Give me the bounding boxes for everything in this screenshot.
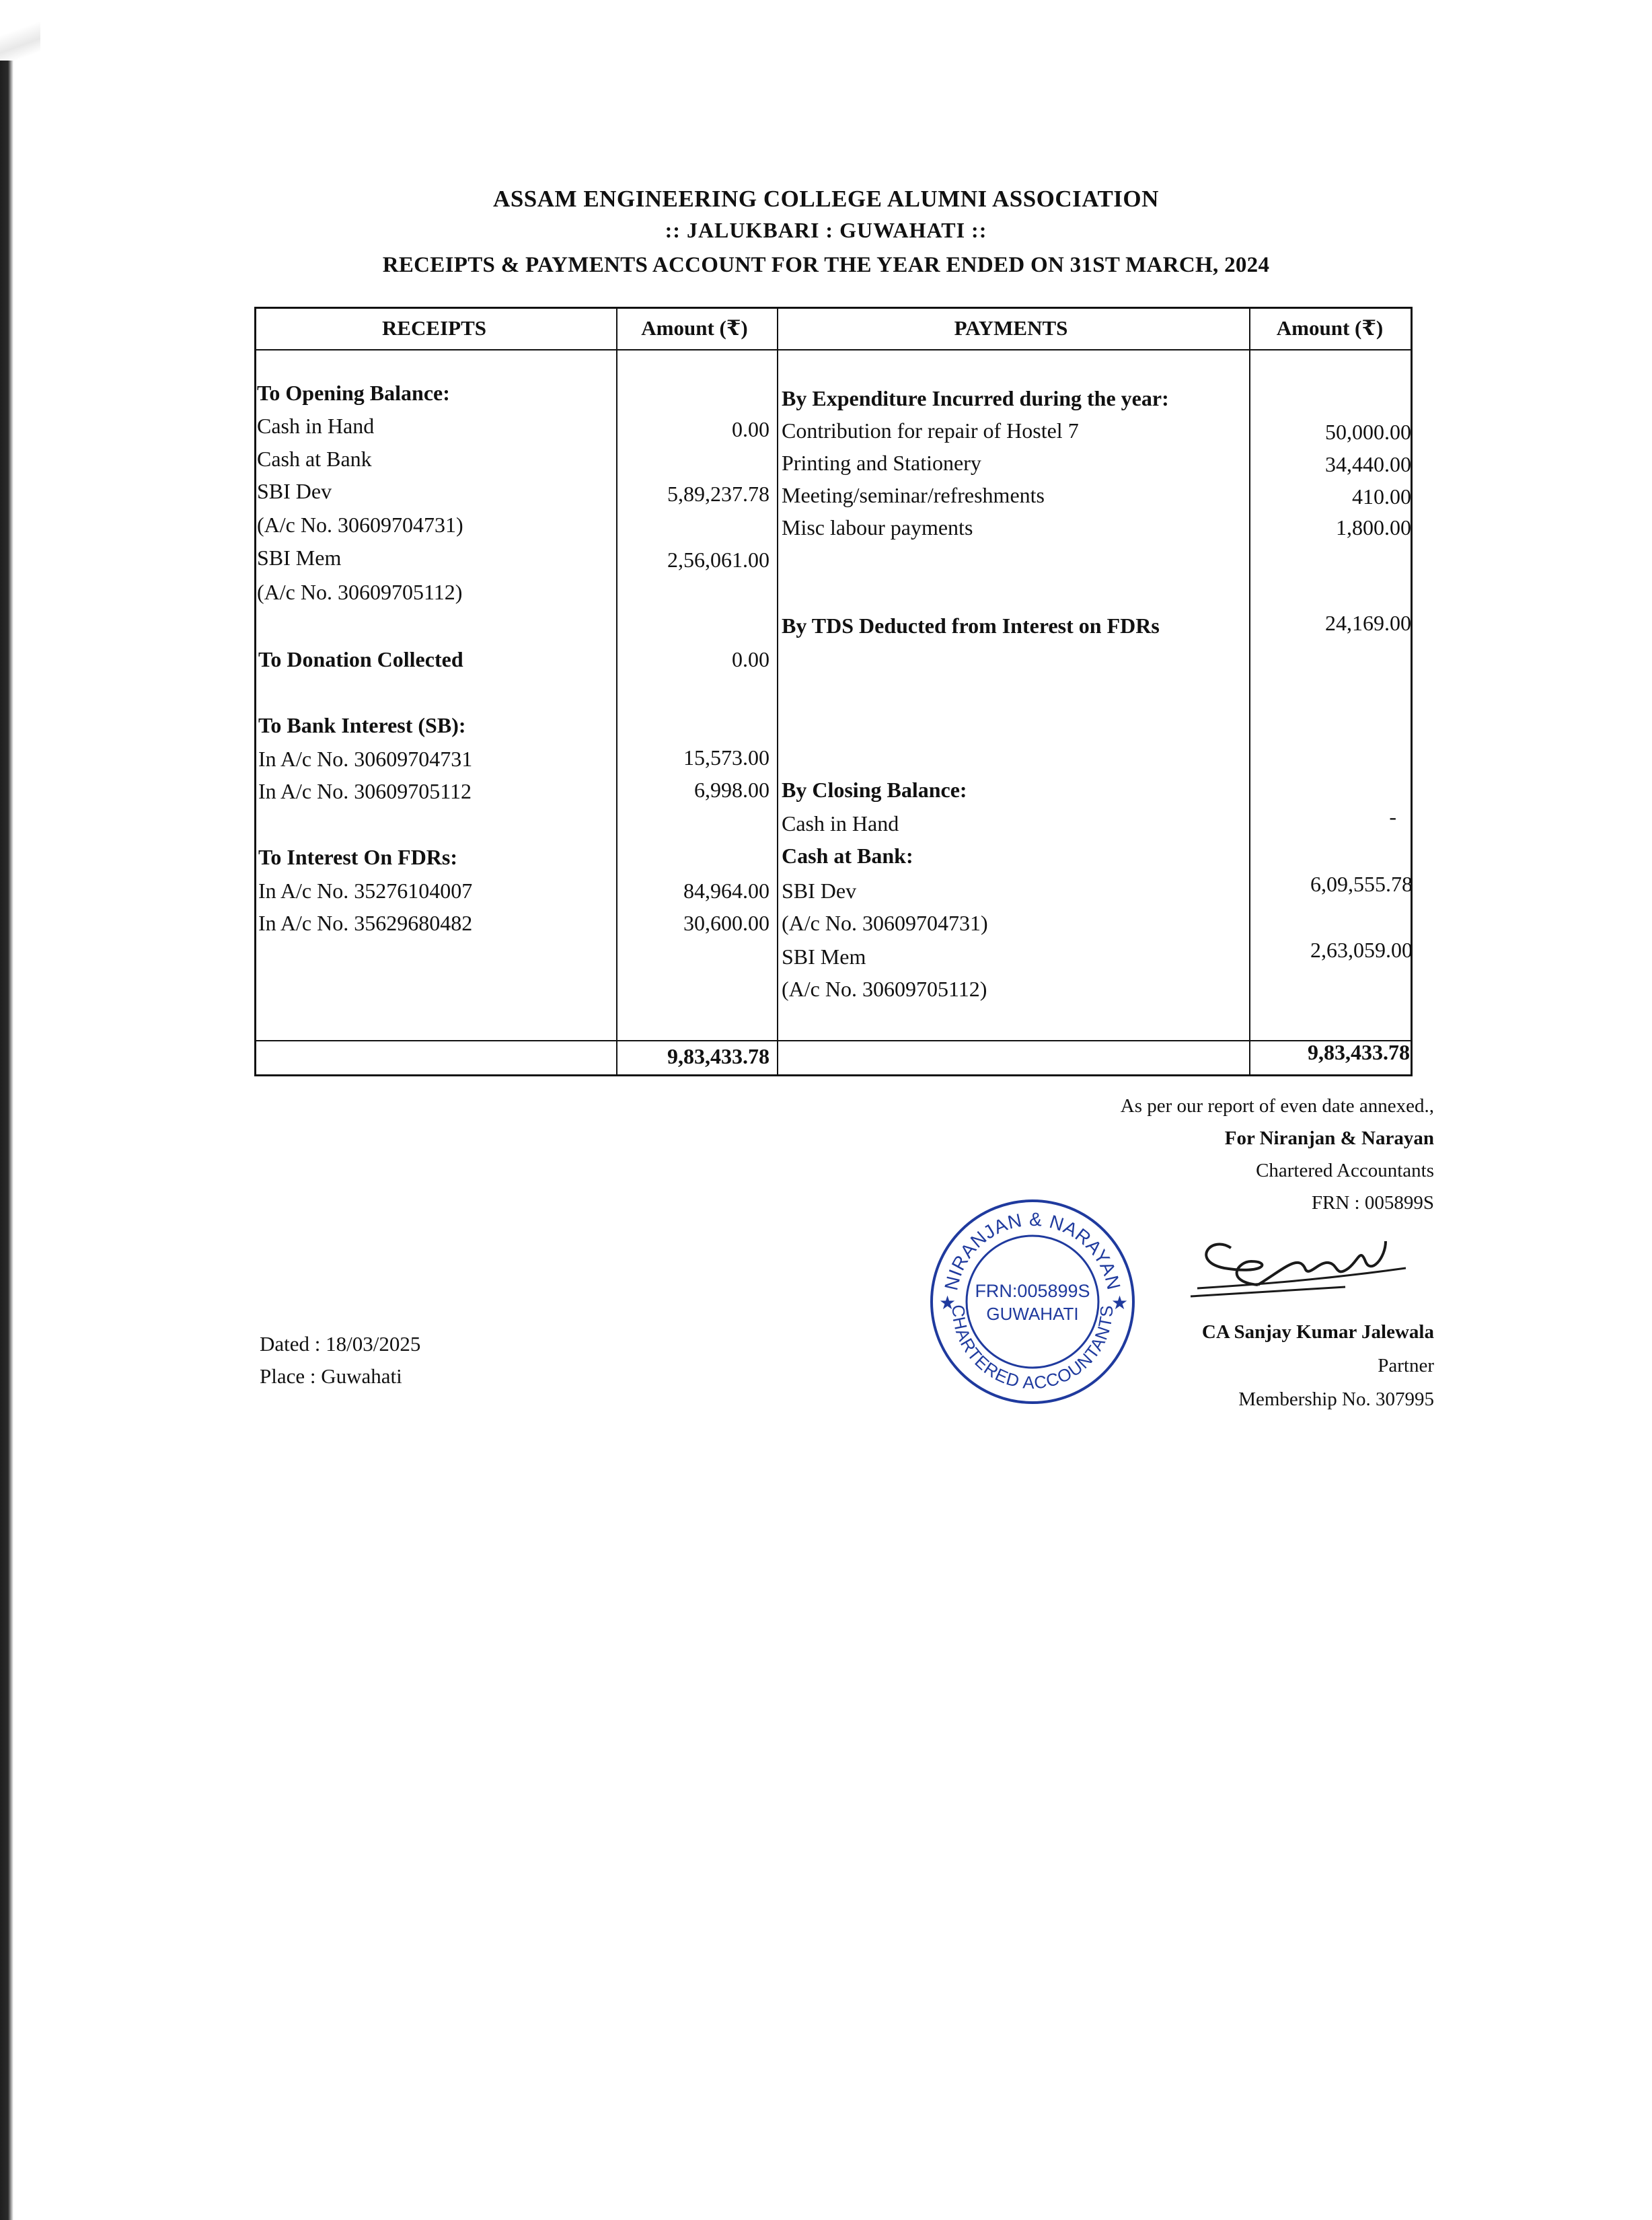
payment-amount: 34,440.00: [1325, 452, 1411, 476]
payment-amount: 50,000.00: [1325, 420, 1411, 444]
dated: Dated : 18/03/2025: [260, 1332, 421, 1356]
receipt-label: To Bank Interest (SB):: [258, 713, 466, 737]
receipt-label: SBI Mem: [257, 546, 342, 570]
payment-label: Misc labour payments: [782, 515, 973, 540]
receipt-amount: 30,600.00: [683, 911, 769, 935]
stamp-bottom-text: CHARTERED ACCOUNTANTS: [948, 1304, 1117, 1393]
signature: [1184, 1221, 1413, 1308]
receipt-label: In A/c No. 30609705112: [258, 779, 472, 803]
receipt-label: (A/c No. 30609705112): [257, 580, 463, 604]
place: Place : Guwahati: [260, 1364, 402, 1388]
receipt-label: Cash in Hand: [257, 414, 375, 438]
receipt-label: In A/c No. 35276104007: [258, 879, 473, 903]
signatory-membership: Membership No. 307995: [1238, 1389, 1434, 1410]
stamp-city: GUWAHATI: [986, 1304, 1079, 1324]
receipt-amount: 15,573.00: [683, 745, 769, 770]
payment-label: Meeting/seminar/refreshments: [782, 483, 1045, 507]
receipt-label: To Interest On FDRs:: [258, 845, 458, 869]
payment-amount: 6,09,555.78: [1310, 872, 1413, 896]
report-line: As per our report of even date annexed.,: [1120, 1095, 1434, 1117]
statement-title: RECEIPTS & PAYMENTS ACCOUNT FOR THE YEAR ENDED ON 31ST MARCH, 2024: [382, 253, 1270, 277]
payment-label: (A/c No. 30609705112): [782, 977, 987, 1001]
stamp-frn: FRN:005899S: [975, 1281, 1090, 1301]
firm-name: For Niranjan & Narayan: [1224, 1127, 1434, 1149]
receipt-amount: 5,89,237.78: [667, 482, 769, 506]
payment-label: Contribution for repair of Hostel 7: [782, 418, 1079, 443]
payment-amount: -: [1389, 805, 1396, 829]
col-header-amount-payments: Amount (₹): [1276, 316, 1384, 340]
payment-label: Printing and Stationery: [782, 451, 981, 475]
receipt-amount: 2,56,061.00: [667, 548, 769, 572]
star-icon: ★: [1111, 1293, 1129, 1314]
signatory-designation: Partner: [1378, 1355, 1434, 1376]
scan-left-edge: [0, 61, 13, 2220]
payment-label: (A/c No. 30609704731): [782, 911, 988, 935]
payment-label: By Closing Balance:: [782, 778, 967, 802]
payment-amount: 410.00: [1352, 484, 1411, 509]
receipt-label: In A/c No. 35629680482: [258, 911, 473, 935]
receipt-label: To Donation Collected: [258, 647, 463, 671]
payment-label: By Expenditure Incurred during the year:: [782, 386, 1169, 410]
payment-amount: 2,63,059.00: [1310, 938, 1413, 962]
payment-amount: 1,800.00: [1336, 515, 1411, 540]
receipt-amount: 0.00: [732, 647, 769, 671]
receipt-label: Cash at Bank: [257, 447, 372, 471]
receipt-amount: 6,998.00: [694, 778, 769, 802]
payments-total: 9,83,433.78: [1308, 1040, 1410, 1064]
payment-label: Cash at Bank:: [782, 844, 913, 868]
receipts-total: 9,83,433.78: [667, 1044, 769, 1068]
firm-type: Chartered Accountants: [1256, 1160, 1434, 1181]
col-header-payments: PAYMENTS: [954, 316, 1068, 340]
org-name: ASSAM ENGINEERING COLLEGE ALUMNI ASSOCIATION: [493, 186, 1159, 212]
receipt-label: In A/c No. 30609704731: [258, 747, 473, 771]
firm-frn: FRN : 005899S: [1311, 1192, 1434, 1214]
receipt-amount: 84,964.00: [683, 879, 769, 903]
stamp-top-text: NIRANJAN & NARAYAN: [940, 1208, 1125, 1292]
payment-amount: 24,169.00: [1325, 611, 1411, 635]
receipt-label: SBI Dev: [257, 479, 332, 503]
receipt-amount: 0.00: [732, 417, 769, 441]
receipt-label: To Opening Balance:: [257, 381, 450, 405]
org-location: :: JALUKBARI : GUWAHATI ::: [665, 218, 987, 242]
payment-label: SBI Mem: [782, 945, 866, 969]
payment-label: By TDS Deducted from Interest on FDRs: [782, 614, 1160, 638]
col-header-amount-receipts: Amount (₹): [641, 316, 748, 340]
payment-label: Cash in Hand: [782, 811, 899, 836]
firm-stamp: [922, 1191, 1143, 1413]
signatory-name: CA Sanjay Kumar Jalewala: [1201, 1321, 1434, 1343]
svg-text:NIRANJAN & NARAYAN: [940, 1209, 1125, 1292]
col-header-receipts: RECEIPTS: [381, 316, 487, 340]
star-icon: ★: [939, 1293, 956, 1314]
payment-label: SBI Dev: [782, 879, 857, 903]
receipt-label: (A/c No. 30609704731): [257, 513, 463, 537]
